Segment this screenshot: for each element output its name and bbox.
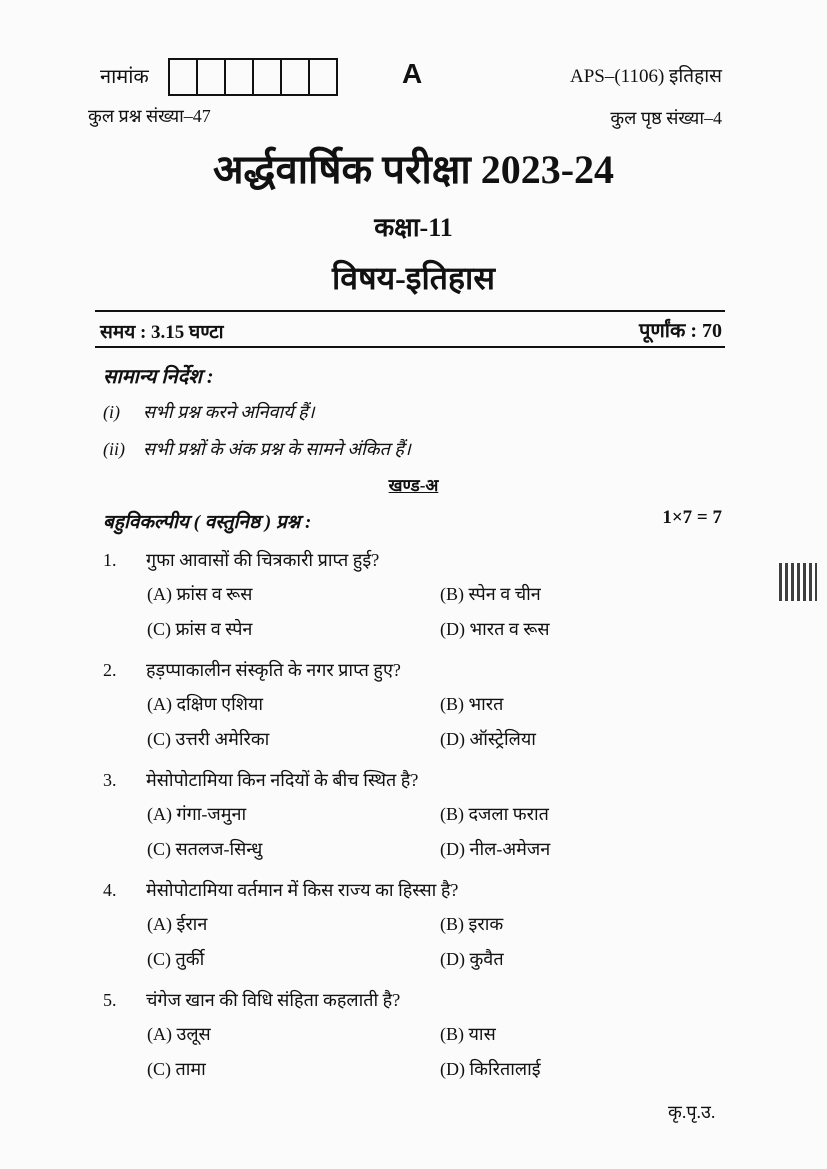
paper-code: APS–(1106) इतिहास: [570, 66, 722, 87]
total-pages: कुल पृष्ठ संख्या–4: [610, 108, 722, 128]
answer-option: (B) इराक: [440, 914, 504, 934]
question-text: हड़प्पाकालीन संस्कृति के नगर प्राप्त हुए?: [146, 660, 401, 680]
class-label: कक्षा-11: [374, 213, 453, 242]
answer-option: (C) सतलज-सिन्धु: [147, 839, 263, 859]
roll-number-label: नामांक: [100, 66, 149, 88]
answer-option: (B) दजला फरात: [440, 804, 549, 824]
answer-option: (B) स्पेन व चीन: [440, 584, 541, 604]
instruction-text: सभी प्रश्नों के अंक प्रश्न के सामने अंकित हैं।: [143, 439, 411, 459]
question-text: गुफा आवासों की चित्रकारी प्राप्त हुई?: [146, 550, 380, 570]
question-number: 3.: [103, 770, 117, 790]
question: [103, 988, 400, 1012]
question-text: मेसोपोटामिया किन नदियों के बीच स्थित है?: [146, 770, 419, 790]
question-number: 4.: [103, 880, 117, 900]
instruction-item: [103, 437, 411, 461]
answer-option: (C) तामा: [147, 1059, 206, 1079]
roll-number-boxes: [168, 58, 338, 96]
instructions-heading: सामान्य निर्देश :: [103, 366, 214, 388]
answer-option: (C) फ्रांस व स्पेन: [147, 619, 253, 639]
question-number: 2.: [103, 660, 117, 680]
instruction-num: (ii): [103, 439, 125, 459]
question-text: चंगेज खान की विधि संहिता कहलाती है?: [146, 990, 401, 1010]
please-turn-over: कृ.पृ.उ.: [668, 1102, 716, 1122]
answer-option: (D) ऑस्ट्रेलिया: [440, 729, 536, 749]
mcq-marks: 1×7 = 7: [662, 507, 722, 528]
answer-option: (A) गंगा-जमुना: [147, 804, 247, 824]
question: [103, 548, 379, 572]
answer-option: (A) फ्रांस व रूस: [147, 584, 253, 604]
answer-option: (C) उत्तरी अमेरिका: [147, 729, 270, 749]
divider: [95, 346, 725, 348]
mcq-heading: बहुविकल्पीय ( वस्तुनिष्ठ ) प्रश्न :: [103, 512, 312, 533]
question-number: 5.: [103, 990, 117, 1010]
answer-option: (D) किरितालाई: [440, 1059, 541, 1079]
subject-label: विषय-इतिहास: [332, 260, 495, 296]
divider: [95, 310, 725, 312]
question-text: मेसोपोटामिया वर्तमान में किस राज्य का हिस्सा है?: [146, 880, 459, 900]
question: [103, 658, 401, 682]
qr-code: [779, 563, 817, 601]
instruction-num: (i): [103, 402, 120, 422]
question: [103, 878, 458, 902]
answer-option: (C) तुर्की: [147, 949, 205, 969]
total-questions: कुल प्रश्न संख्या–47: [88, 106, 211, 126]
answer-option: (D) नील-अमेजन: [440, 839, 551, 859]
question-number: 1.: [103, 550, 117, 570]
answer-option: (A) दक्षिण एशिया: [147, 694, 264, 714]
max-marks: पूर्णांक : 70: [638, 320, 722, 342]
section-heading: खण्ड-अ: [388, 476, 439, 495]
instruction-text: सभी प्रश्न करने अनिवार्य हैं।: [143, 402, 315, 422]
instruction-item: [103, 400, 315, 424]
answer-option: (D) भारत व रूस: [440, 619, 550, 639]
answer-option: (D) कुवैत: [440, 949, 504, 969]
answer-option: (A) ईरान: [147, 914, 208, 934]
answer-option: (B) भारत: [440, 694, 504, 714]
question: [103, 768, 418, 792]
exam-title: अर्द्धवार्षिक परीक्षा 2023-24: [212, 147, 615, 192]
paper-set: A: [402, 58, 423, 89]
time-allowed: समय : 3.15 घण्टा: [100, 322, 224, 343]
answer-option: (A) उलूस: [147, 1024, 211, 1044]
answer-option: (B) यास: [440, 1024, 496, 1044]
